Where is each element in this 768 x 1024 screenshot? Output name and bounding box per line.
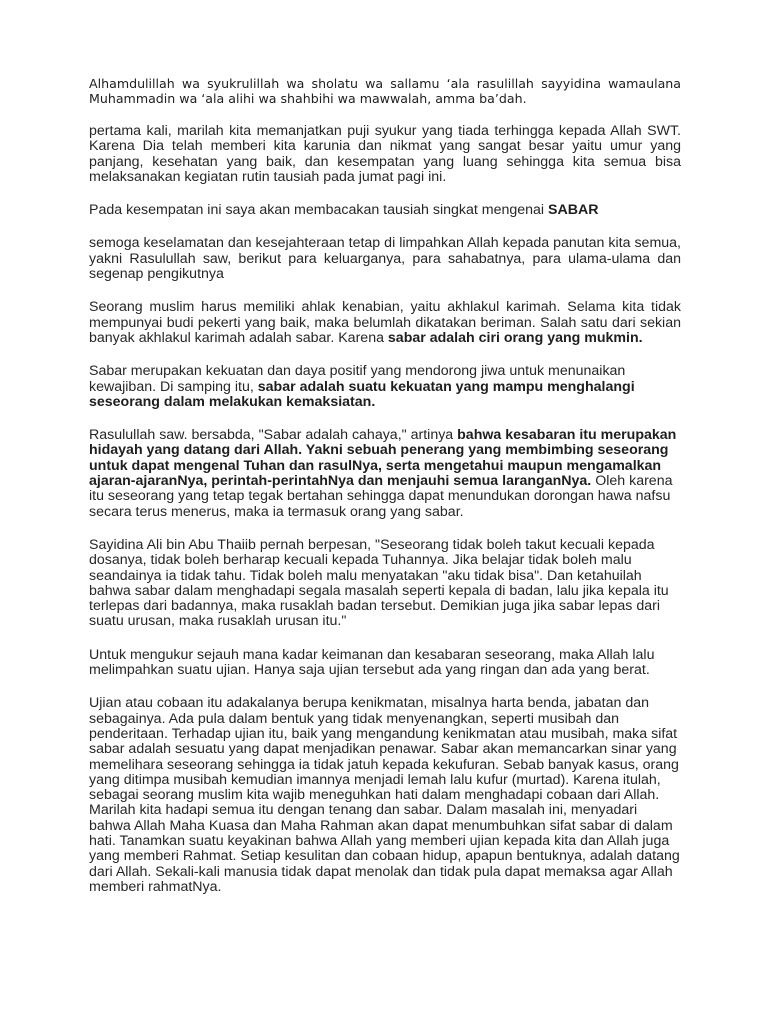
paragraph-kekuatan: Sabar merupakan kekuatan dan daya positif yang mendorong jiwa untuk menunaikan kewajiban. Di samping itu, sabar adalah suatu kekuatan yang mampu menghalangi seseorang dalam melakukan kemaksiatan.	[89, 363, 635, 410]
paragraph-ujian: Untuk mengukur sejauh mana kadar keimanan dan kesabaran seseorang, maka Allah lalu melimpahkan suatu ujian. Hanya saja ujian tersebut ada yang ringan dan ada yang berat.	[89, 646, 655, 679]
bold-phrase: sabar adalah suatu kekuatan yang mampu menghalangi seseorang dalam melakukan kemaksiatan.	[89, 378, 635, 410]
paragraph-blessing: semoga keselamatan dan kesejahteraan tetap di limpahkan Allah kepada panutan kita semua, yakni Rasulullah saw, berikut para keluarganya, para sahabatnya, para ulama-ulama dan segenap pengikutnya	[89, 235, 681, 283]
paragraph-ali-quote: Sayidina Ali bin Abu Thaiib pernah berpesan, "Seseorang tidak boleh takut kecuali kepada dosanya, tidak boleh berharap kecuali kepada Tuhannya. Jika belajar tidak boleh malu seandainya ia tidak tahu. Tidak boleh malu menyatakan "aku tidak bisa". Dan ketahuilah bahwa sabar dalam menghadapi segala masalah seperti kepala di badan, lalu jika kepala itu terlepas dari badannya, maka rusaklah badan tersebut. Demikian juga jika sabar lepas dari suatu urusan, maka rusaklah urusan itu."	[89, 536, 669, 630]
paragraph-gratitude: pertama kali, marilah kita memanjatkan puji syukur yang tiada terhingga kepada Allah SWT. Karena Dia telah memberi kita karunia dan nikmat yang sangat besar yaitu umur yang panjang, kesehatan yang baik, dan kesempatan yang luang sehingga kita semua bisa melaksanakan kegiatan rutin tausiah pada jumat pagi ini.	[89, 123, 681, 185]
paragraph-topic: Pada kesempatan ini saya akan membacakan tausiah singkat mengenai SABAR	[89, 202, 599, 219]
paragraph-akhlak: Seorang muslim harus memiliki ahlak kenabian, yaitu akhlakul karimah. Selama kita tidak mempunyai budi pekerti yang baik, maka belumlah dikatakan beriman. Salah satu dari sekian banyak akhlakul karimah adalah sabar. Karena sabar adalah ciri orang yang mukmin.	[89, 299, 681, 346]
bold-phrase: bahwa kesabaran itu merupakan hidayah yang datang dari Allah. Yakni sebuah penerang yang membimbing seseorang untuk dapat mengenal Tuhan dan rasulNya, serta mengetahui maupun mengamalkan ajaran-ajaranNya, perintah-perintahNya dan menjauhi semua laranganNya.	[89, 427, 677, 490]
paragraph-hadith: Rasulullah saw. bersabda, "Sabar adalah cahaya," artinya bahwa kesabaran itu merupakan hidayah yang datang dari Allah. Yakni sebuah penerang yang membimbing seseorang untuk dapat mengenal Tuhan dan rasulNya, serta mengetahui maupun mengamalkan ajaran-ajaranNya, perintah-perintahNya dan menjauhi semua laranganNya. Oleh karena itu seseorang yang tetap tegak bertahan sehingga dapat menundukan dorongan hawa nafsu secara terus menerus, maka ia termasuk orang yang sabar.	[89, 427, 677, 520]
paragraph-cobaan: Ujian atau cobaan itu adakalanya berupa kenikmatan, misalnya harta benda, jabatan dan sebagainya. Ada pula dalam bentuk yang tidak menyenangkan, seperti musibah dan penderitaan. Terhadap ujian itu, baik yang mengandung kenikmatan atau musibah, maka sifat sabar adalah sesuatu yang dapat menjadikan penawar. Sabar akan memancarkan sinar yang memelihara seseorang sehingga ia tidak jatuh kepada kekufuran. Sebab banyak kasus, orang yang ditimpa musibah kemudian imannya menjadi lemah lalu kufur (murtad). Karena itulah, sebagai seorang muslim kita wajib meneguhkan hati dalam menghadapi cobaan dari Allah. Marilah kita hadapi semua itu dengan tenang dan sabar. Dalam masalah ini, menyadari bahwa Allah Maha Kuasa dan Maha Rahman akan dapat menumbuhkan sifat sabar di dalam hati. Tanamkan suatu keyakinan bahwa Allah yang memberi ujian kepada kita dan Allah juga yang memberi Rahmat. Setiap kesulitan dan cobaan hidup, apapun bentuknya, adalah datang dari Allah. Sekali-kali manusia tidak dapat menolak dan tidak pula dapat memaksa agar Allah memberi rahmatNya.	[89, 695, 680, 895]
topic-highlight: SABAR	[548, 202, 599, 219]
opening-salutation: Alhamdulillah wa syukrulillah wa sholatu wa sallamu ‘ala rasulillah sayyidina wamaulana Muhammadin wa ‘ala alihi wa shahbihi wa mawwalah, amma ba’dah.	[89, 76, 681, 106]
bold-phrase: sabar adalah ciri orang yang mukmin.	[387, 329, 643, 346]
document-page	[89, 76, 681, 913]
